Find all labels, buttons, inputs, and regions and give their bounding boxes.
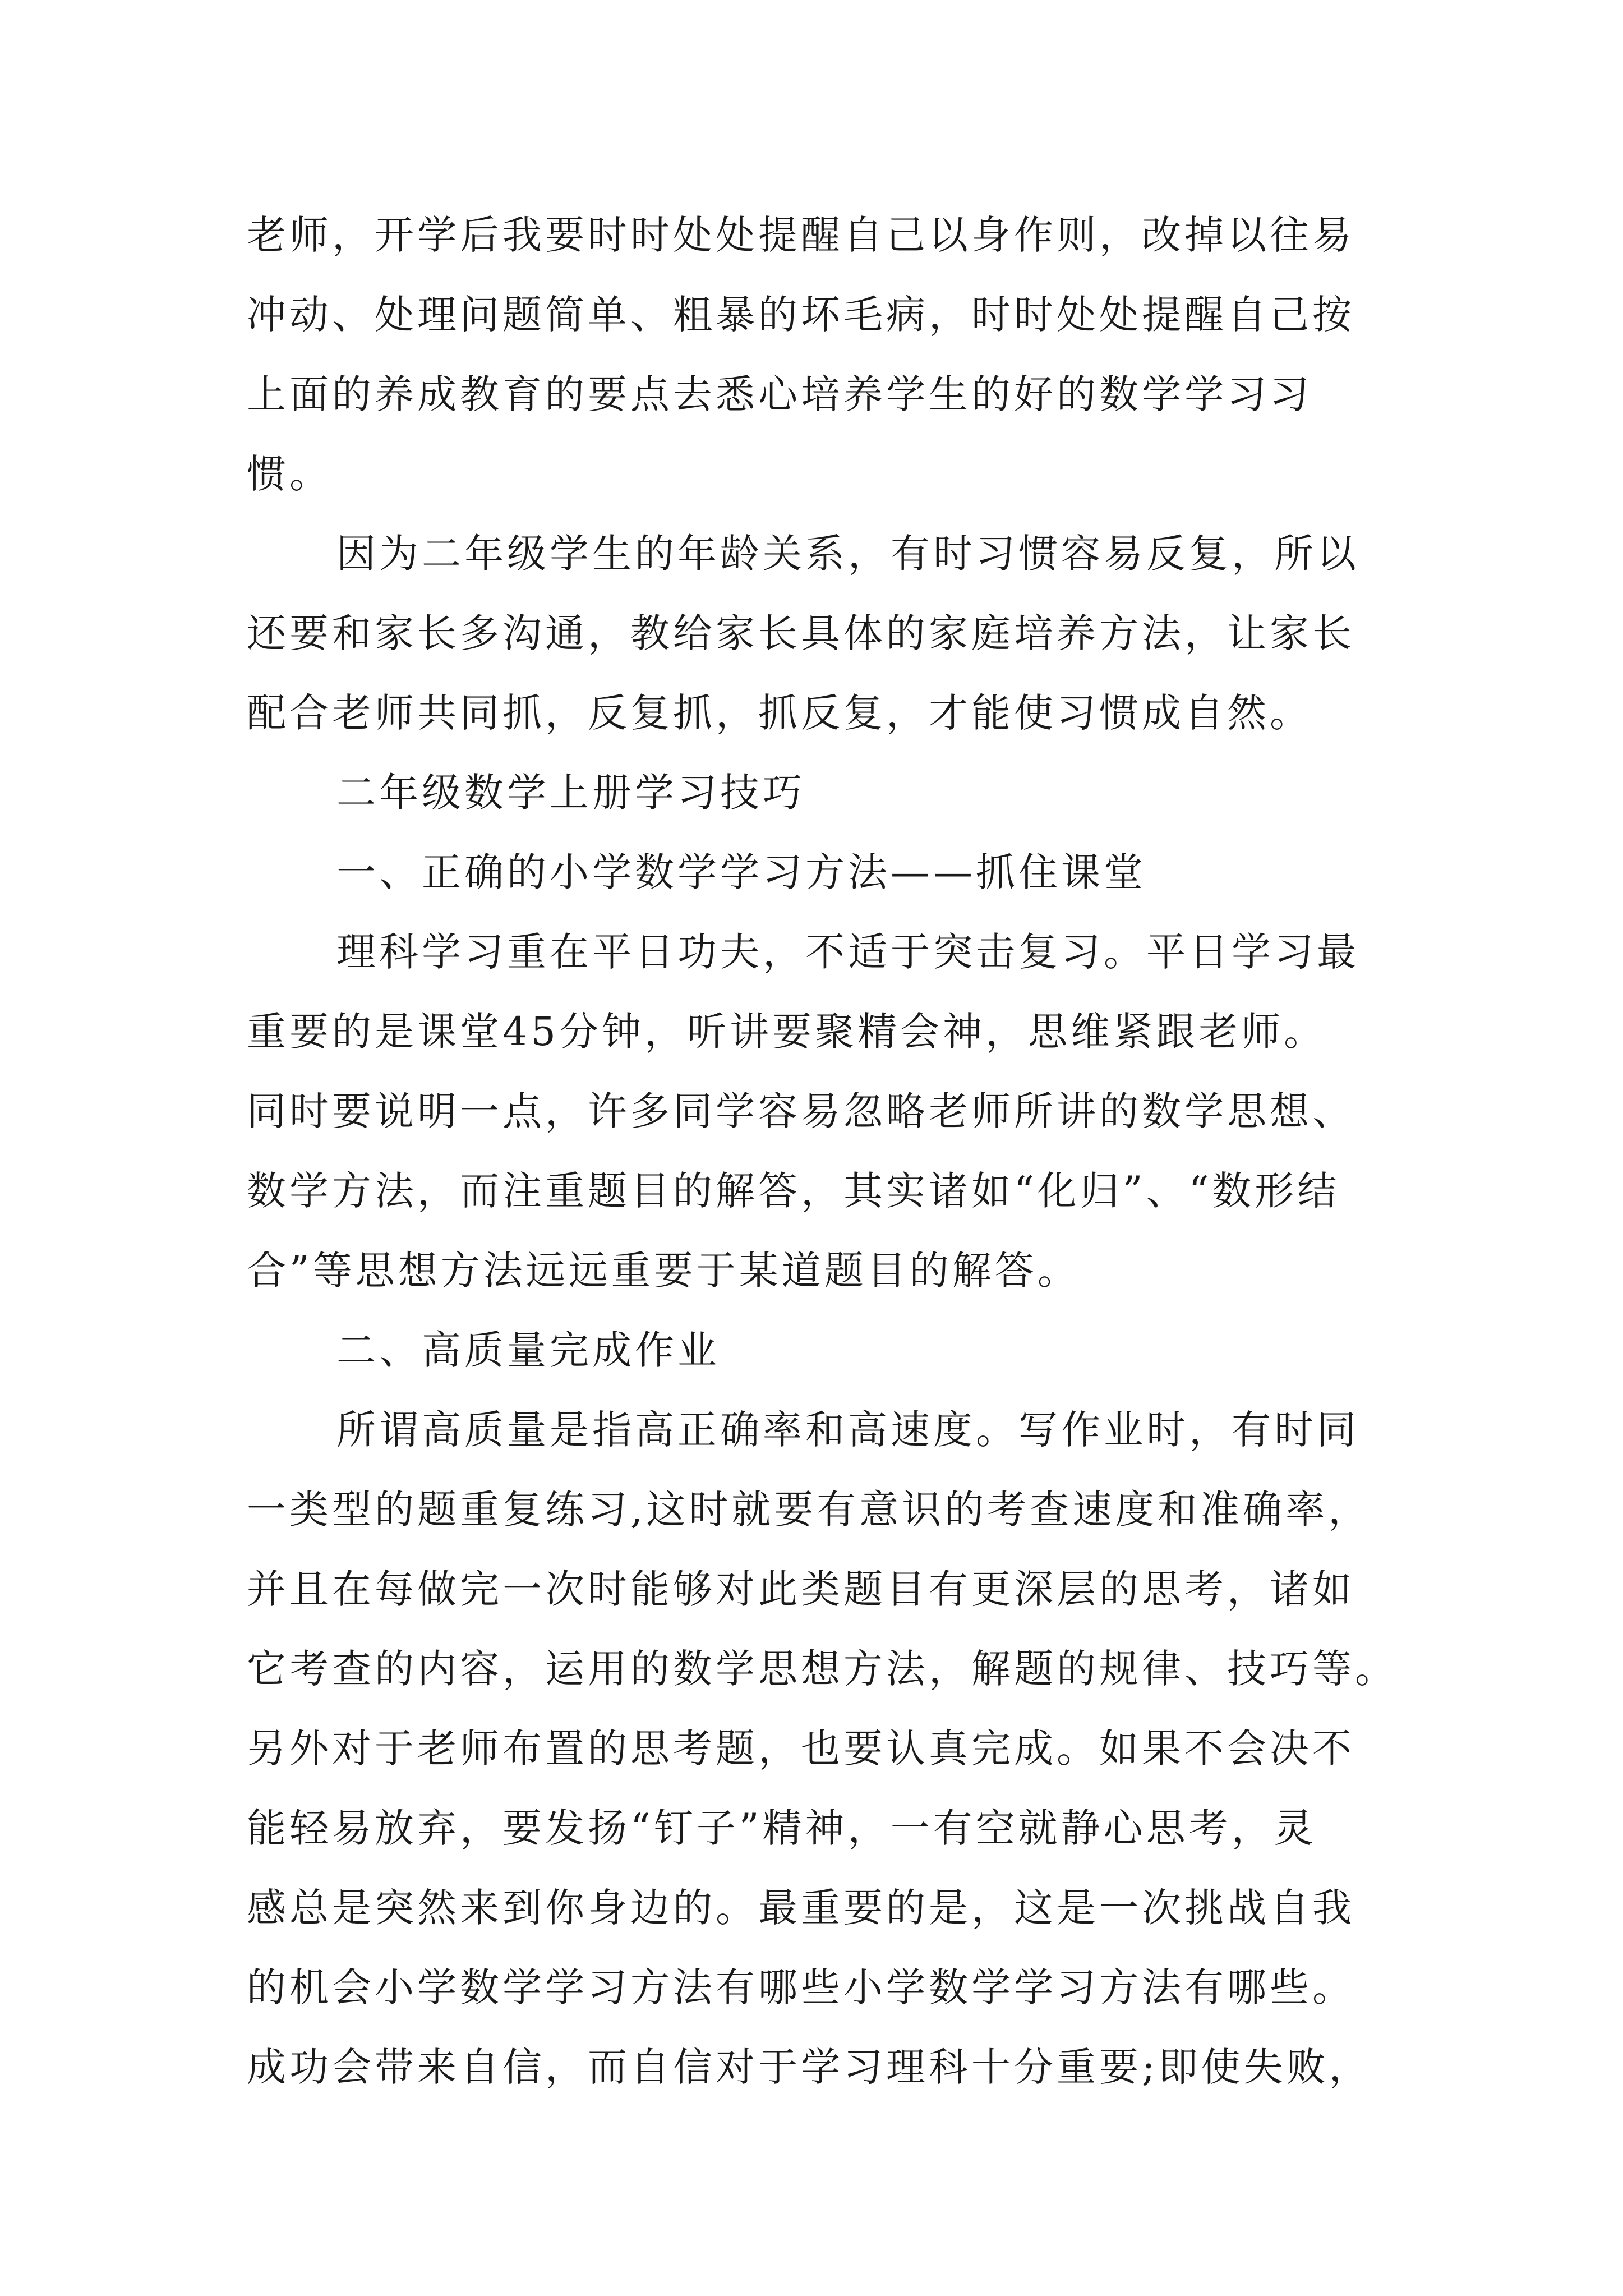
text-line: 另外对于老师布置的思考题，也要认真完成。如果不会决不 (247, 1726, 1355, 1772)
text-line: 一类型的题重复练习,这时就要有意识的考查速度和准确率， (247, 1487, 1371, 1533)
paragraph-first-line: 理科学习重在平日功夫，不适于突击复习。平日学习最 (336, 929, 1359, 975)
text-line: 数学方法，而注重题目的解答，其实诸如“化归”、“数形结 (247, 1168, 1340, 1214)
text-line: 并且在每做完一次时能够对此类题目有更深层的思考，诸如 (247, 1566, 1355, 1612)
body-text (247, 195, 1398, 2107)
text-line: 重要的是课堂45分钟，听讲要聚精会神，思维紧跟老师。 (247, 1009, 1327, 1055)
text-line: 它考查的内容，运用的数学思想方法，解题的规律、技巧等。 (247, 1646, 1398, 1692)
text-line: 上面的养成教育的要点去悉心培养学生的好的数学学习习 (247, 371, 1312, 417)
paragraph-first-line: 所谓高质量是指高正确率和高速度。写作业时，有时同 (336, 1407, 1359, 1453)
subsection-heading: 二、高质量完成作业 (336, 1327, 720, 1373)
text-line: 老师，开学后我要时时处处提醒自己以身作则，改掉以往易 (247, 212, 1355, 258)
paragraph-first-line: 因为二年级学生的年龄关系，有时习惯容易反复，所以 (336, 531, 1359, 577)
text-line: 成功会带来自信，而自信对于学习理科十分重要;即使失败， (247, 2044, 1372, 2090)
text-line: 感总是突然来到你身边的。最重要的是，这是一次挑战自我 (247, 1885, 1355, 1931)
section-heading: 二年级数学上册学习技巧 (336, 770, 805, 816)
text-line: 冲动、处理问题简单、粗暴的坏毛病，时时处处提醒自己按 (247, 292, 1355, 338)
text-line: 同时要说明一点，许多同学容易忽略老师所讲的数学思想、 (247, 1088, 1355, 1134)
text-line: 合”等思想方法远远重要于某道题目的解答。 (247, 1248, 1080, 1294)
text-line: 还要和家长多沟通，教给家长具体的家庭培养方法，让家长 (247, 610, 1355, 656)
text-line: 配合老师共同抓，反复抓，抓反复，才能使习惯成自然。 (247, 690, 1312, 736)
text-line: 能轻易放弃，要发扬“钉子”精神，一有空就静心思考，灵 (247, 1805, 1317, 1851)
text-line: 惯。 (247, 451, 332, 497)
text-line: 的机会小学数学学习方法有哪些小学数学学习方法有哪些。 (247, 1964, 1355, 2010)
subsection-heading: 一、正确的小学数学学习方法——抓住课堂 (336, 849, 1146, 895)
